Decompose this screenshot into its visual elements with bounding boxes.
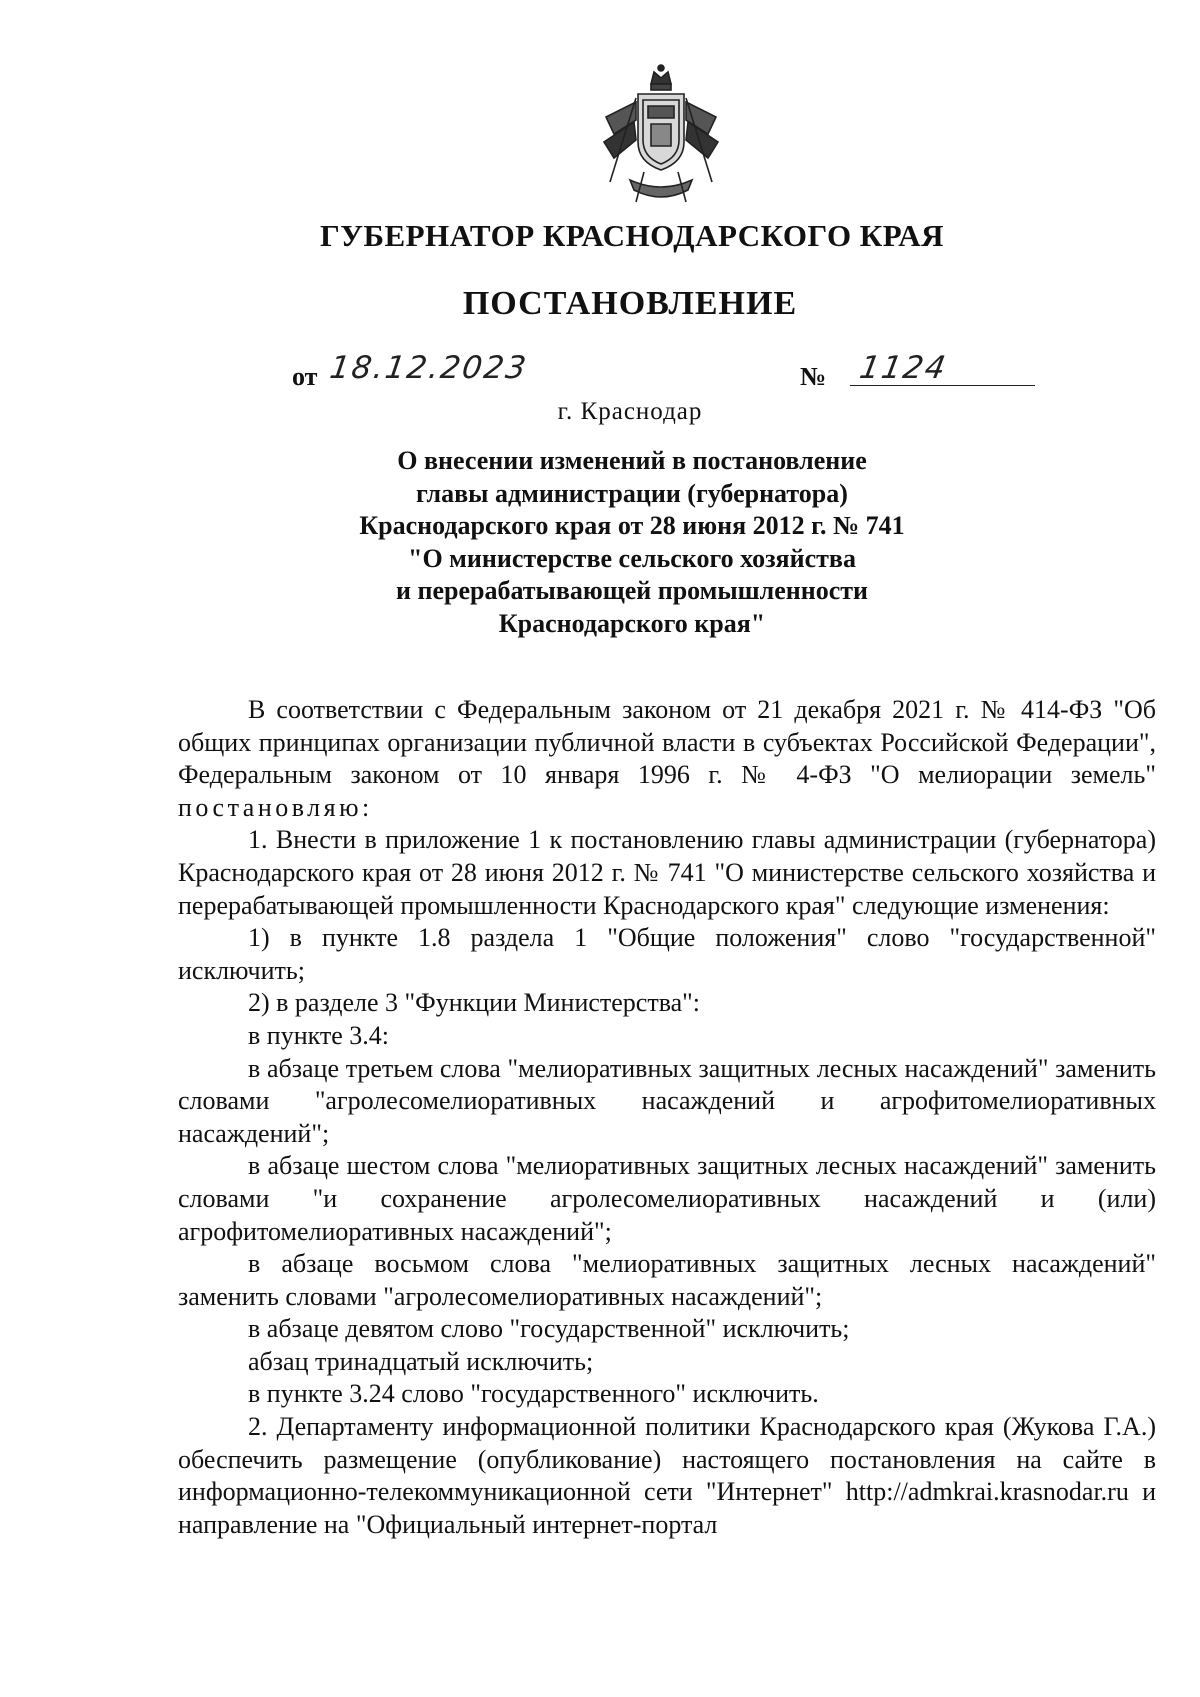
intro-text: В соответствии с Федеральным законом от 21 декабря 2021 г. № 414-ФЗ "Об общих принципах организации публичной власти в субъектах Российской Федерации", Федеральным законом от 10 января 1996 г. № 4-ФЗ "О мелиорации земель" <box>178 695 1156 790</box>
title-line: и перерабатывающей промышленности <box>395 576 869 605</box>
document-body <box>178 694 1156 1541</box>
body-paragraph: 2) в разделе 3 "Функции Министерства": <box>248 988 701 1018</box>
document-number: 1124 <box>856 350 951 386</box>
body-paragraph: 1. Внести в приложение 1 к постановлению главы администрации (губернатора) Краснодарского края от 28 июня 2012 г. № 741 "О министерстве сельского хозяйства и перерабатывающей промышленности Краснодарского края" следующие изменения: <box>178 825 1156 920</box>
body-paragraph: 2. Департаменту информационной политики Краснодарского края (Жукова Г.А.) обеспечить размещение (опубликование) настоящего постановления на сайте в информационно-телекоммуникационной сети "Интернет" http://admkrai.krasnodar.ru и направление на "Официальный интернет-портал <box>178 1412 1156 1539</box>
body-paragraph: в пункте 3.4: <box>248 1020 390 1050</box>
document-title <box>0 445 1200 640</box>
title-line: Краснодарского края" <box>498 608 766 638</box>
title-line: Краснодарского края от 28 июня 2012 г. № 741 <box>359 511 905 540</box>
city: г. Краснодар <box>557 398 703 425</box>
body-paragraph: абзац тринадцатый исключить; <box>248 1346 594 1376</box>
decree-word: постановляю: <box>178 792 373 822</box>
title-line: главы администрации (губернатора) <box>416 478 848 508</box>
body-paragraph: в абзаце третьем слова "мелиоративных защитных лесных насаждений" заменить словами "агролесомелиоративных насаждений и агрофитомелиоративных насаждений"; <box>178 1053 1156 1148</box>
date-prefix: от <box>292 362 318 391</box>
body-paragraph: в абзаце восьмом слова "мелиоративных защитных лесных насаждений" заменить словами "агролесомелиоративных насаждений"; <box>178 1249 1156 1311</box>
date-number-row <box>0 350 1200 396</box>
body-paragraph: в абзаце девятом слово "государственной" исключить; <box>248 1314 850 1344</box>
body-paragraph: в пункте 3.24 слово "государственного" исключить. <box>248 1379 819 1409</box>
title-line: "О министерстве сельского хозяйства <box>408 543 856 573</box>
issuing-authority: ГУБЕРНАТОР КРАСНОДАРСКОГО КРАЯ <box>319 218 945 253</box>
title-line: О внесении изменений в постановление <box>397 446 867 475</box>
document-number-field <box>850 350 1035 386</box>
document-date: 18.12.2023 <box>327 350 531 386</box>
body-paragraph: в абзаце шестом слова "мелиоративных защитных лесных насаждений" заменить словами "и сохранение агролесомелиоративных насаждений и (или) агрофитомелиоративных насаждений"; <box>178 1151 1156 1246</box>
document-type: ПОСТАНОВЛЕНИЕ <box>462 285 798 322</box>
number-prefix: № <box>800 362 827 391</box>
intro-paragraph <box>178 694 1156 824</box>
body-paragraph: 1) в пункте 1.8 раздела 1 "Общие положения" слово "государственной" исключить; <box>178 923 1156 985</box>
coat-of-arms-icon <box>596 62 726 212</box>
